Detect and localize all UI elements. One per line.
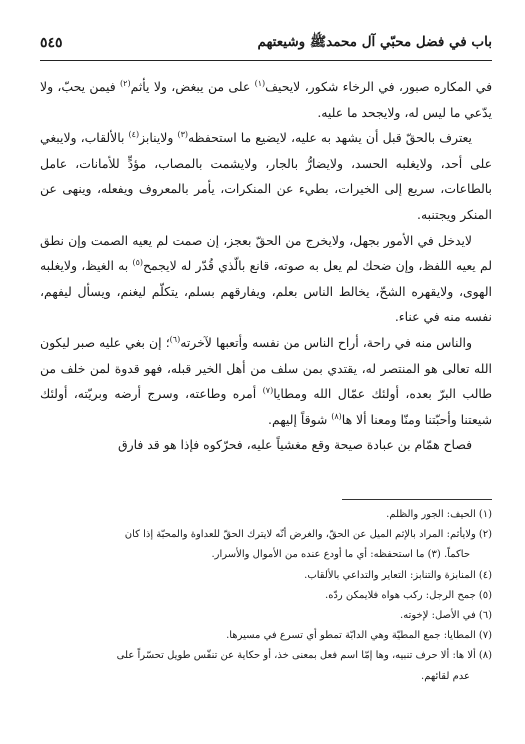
footnote-text: عدم لقائهم. [421,670,470,682]
footnote-line [40,505,492,525]
paragraph [40,125,492,227]
text-run: ولاينابز [139,130,178,146]
footnote-marker: (٨) [331,411,342,421]
footnote-marker: (٤) [128,130,140,140]
footnote-line [40,606,492,626]
footnote-line [40,646,492,666]
paragraph [40,228,492,330]
footnote-marker: (٥) [132,258,143,268]
text-run: فيمن يحبّ، ولا يدّعي ما ليس له، ولايجحد ما عليه. [40,79,492,120]
text-run: والناس منه في راحة، أراح الناس من نفسه وأتعبها لآخرته [180,334,472,350]
text-run: في المكاره صبور، في الرخاء شكور، لايحيف [265,79,492,94]
chapter-title: باب في فضل محبّي آل محمدﷺ وشيعتهم [257,34,492,50]
footnote-text: المطايا: جمع المطيّة وهي الدابّة تمطو أي تسرع في مسيرها. [226,630,476,642]
footnote-text: المنابزة والتنابز: التعاير والتداعي بالألقاب. [304,569,476,581]
footnote-text: الحيف: الجور والظلم. [386,509,476,520]
text-run: ؛ إن بغي عليه صبر ليكون الله تعالى هو المنتصر له، يقتدي بمن سلف من أهل الخير قبله، فهو قدوة لمن خلف من طالب البرّ بعده، أولئك عمّال الله ومطايا [40,334,492,402]
paragraph [40,74,492,125]
footnote-separator [342,499,492,500]
text-run: فصاح همّام بن عبادة صيحة وقع مغشياً عليه، فحرّكوه فإذا هو قد فارق [118,437,472,453]
main-text [40,74,492,458]
footnote-number: (٦) [478,610,492,622]
paragraph [40,432,492,458]
text-run: أمره وطاعته، وسرج أرضه وبريّته، أولئك شيعتنا وأحبّتنا ومنّا ومعنا ألا ها [40,386,492,427]
book-page [40,0,492,744]
footnote-marker: (١) [254,78,266,88]
running-header [40,30,492,56]
footnote-line [40,667,492,687]
footnote-text: ولايأثم: المراد بالإثم الميل عن الحقّ، والغرض أنّه لايترك الحقّ للعداوة والمحبّة إذا كان [124,529,476,541]
footnote-text: في الأصل: لإخوته. [400,610,476,622]
footnote-number: (١) [478,509,492,520]
footnote-line [40,566,492,586]
footnote-text: ألا ها: ألا حرف تنبيه، وها إمّا اسم فعل بمعنى خذ، أو حكاية عن تنفّس طويل تحسّراً على [116,650,476,662]
footnote-number: (٨) [478,650,492,662]
footnote-text: حاكماً. (٣) ما استحفظه: أي ما أودع عنده من الأموال والأسرار. [211,549,470,561]
footnote-line [40,545,492,565]
footnote-text: جمح الرجل: ركب هواه فلايمكن ردّه. [325,589,476,601]
footnote-marker: (٣) [177,130,189,140]
text-run: يعترف بالحقّ قبل أن يشهد به عليه، لايضيع ما استحفظه [188,130,472,146]
text-run: لايدخل في الأمور بجهل، ولايخرج من الحقّ بعجز، إن صمت لم يعيه الصمت وإن نطق لم يعيه اللفظ، وإن ضحك لم يعل به صوته، قانع بالّذي قُدّر له لايجمح [40,232,493,274]
page-number: ٥٤٥ [40,35,63,51]
header-rule [40,60,492,61]
footnote-marker: (٦) [169,334,181,344]
footnote-number: (٧) [478,630,492,642]
footnote-line [40,525,492,545]
footnote-line [40,586,492,606]
text-run: شوقاً إليهم. [268,411,332,427]
text-run: به الغيظ، ولايغلبه الهوى، ولايقهره الشحّ، يخالط الناس بعلم، ويفارقهم بسلم، يتكلّم ليغنم، ويسأل ليفهم، نفسه منه في عناء. [40,258,492,325]
text-run: على من يبغض، ولا يأثم [130,79,255,94]
footnote-number: (٢) [478,529,492,541]
footnotes [40,505,492,687]
footnote-line [40,626,492,646]
footnote-number: (٥) [478,589,492,601]
footnote-number: (٤) [478,569,492,581]
text-run: بالألقاب، ولايبغي على أحد، ولايغلبه الحسد، ولايضارُّ بالجار، ولايشمت بالمصاب، مؤدٍّ للأمانات، عامل بالطاعات، سريع إلى الخيرات، بطيء عن المنكرات، يأمر بالمعروف ويفعله، وينهى عن المنكر ويجتنبه. [40,130,492,222]
paragraph [40,330,492,432]
footnote-marker: (٧) [262,386,274,395]
footnote-marker: (٢) [120,78,131,88]
